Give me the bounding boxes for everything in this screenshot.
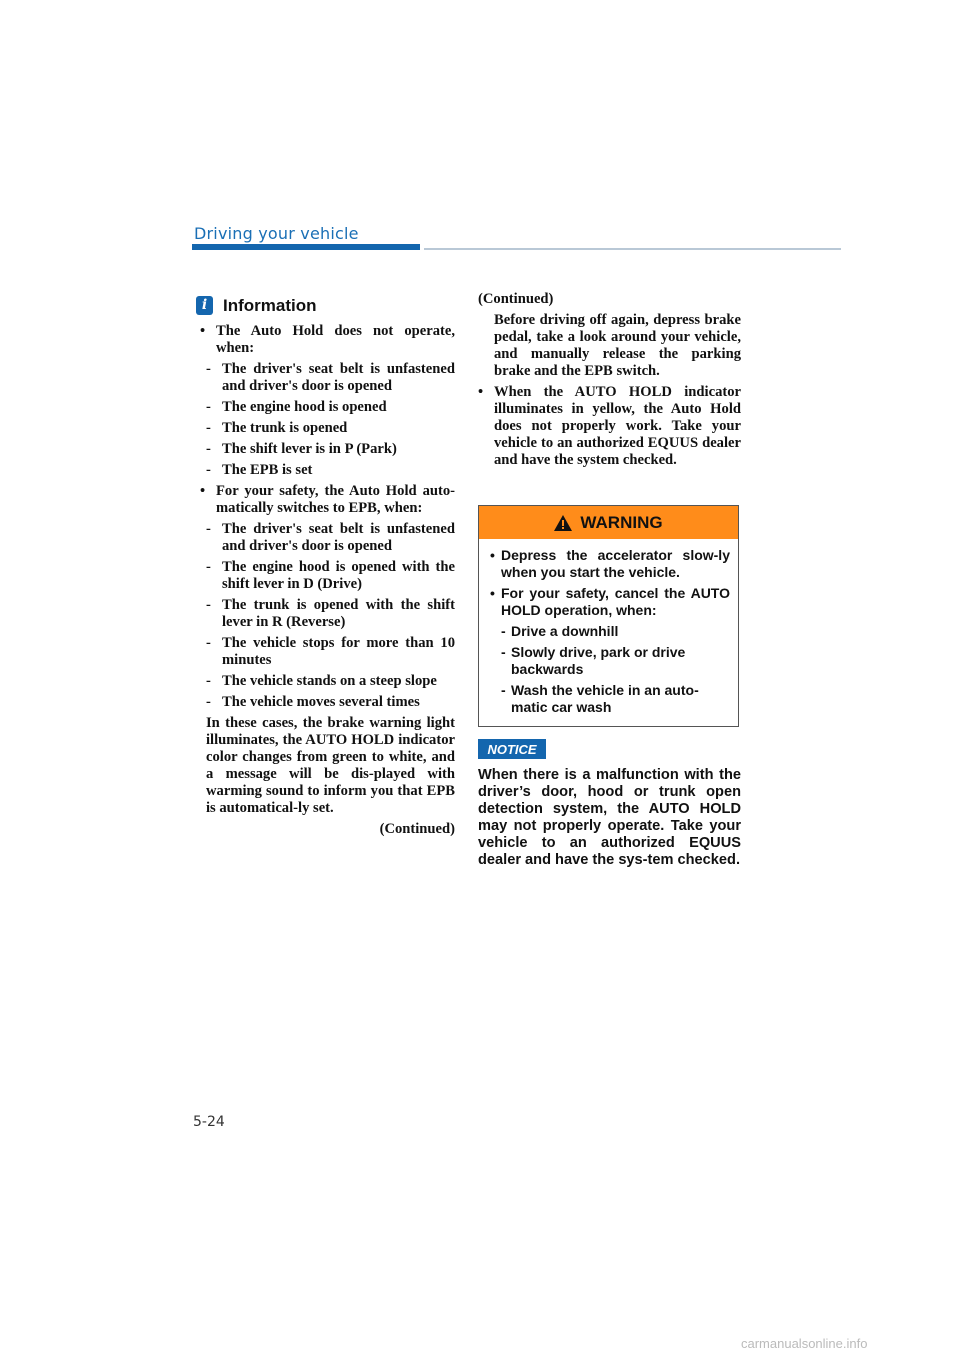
left-column [200, 296, 455, 838]
info-sub-item: - The vehicle stands on a steep slope [206, 673, 437, 689]
page-number: 5-24 [193, 1114, 225, 1130]
warning-bullet: • Depress the accelerator slow-ly when you start the vehicle. [487, 547, 730, 581]
section-bar [192, 244, 420, 250]
info-paragraph: In these cases, the brake warning light illuminates, the AUTO HOLD indicator color changes from green to white, and a message will be dis-played with warming sound to inform you that EPB is automatical-ly set. [206, 715, 455, 816]
continued-heading: (Continued) [478, 291, 554, 307]
info-bullet-3: • When the AUTO HOLD indicator illuminates in yellow, the Auto Hold does not properly work. Take your vehicle to an authorized EQUUS dealer and have the system checked. [478, 384, 741, 469]
warning-sub-item: - Slowly drive, park or drive backwards [501, 644, 686, 677]
info-sub-item: - The EPB is set [206, 462, 313, 478]
continued-label: (Continued) [379, 821, 455, 837]
warning-sub-item: - Wash the vehicle in an auto-matic car wash [501, 682, 699, 715]
section-title: Driving your vehicle [194, 224, 359, 243]
info-header [196, 296, 455, 315]
warning-box [478, 505, 739, 727]
notice-badge: NOTICE [478, 739, 546, 759]
info-sub-item: - The vehicle stops for more than 10 minutes [206, 635, 455, 668]
section-rule [424, 248, 841, 250]
warning-sub-item: - Drive a downhill [501, 623, 619, 639]
info-sub-item: - The driver's seat belt is unfastened and driver's door is opened [206, 361, 455, 394]
info-bullet-1: • The Auto Hold does not operate, when: [200, 323, 455, 357]
right-column [478, 291, 741, 473]
warning-body [479, 539, 738, 716]
warning-bullet: • For your safety, cancel the AUTO HOLD operation, when: [487, 585, 730, 619]
info-sub-item: - The shift lever is in P (Park) [206, 441, 397, 457]
info-sub-item: - The trunk is opened with the shift lever in R (Reverse) [206, 597, 455, 630]
info-bullet-2: • For your safety, the Auto Hold auto-matically switches to EPB, when: [200, 483, 455, 517]
continued-paragraph: Before driving off again, depress brake pedal, take a look around your vehicle, and manually release the parking brake and the EPB switch. [494, 312, 741, 379]
info-sub-item: - The driver's seat belt is unfastened and driver's door is opened [206, 521, 455, 554]
warning-title: WARNING [580, 512, 663, 532]
watermark: carmanualsonline.info [741, 1336, 868, 1351]
info-title: Information [223, 296, 317, 315]
notice-text: When there is a malfunction with the driver’s door, hood or trunk open detection system, the AUTO HOLD may not properly operate. Take your vehicle to an authorized EQUUS dealer and have the sys-tem checked. [478, 767, 741, 868]
warning-header [479, 506, 738, 539]
info-sub-item: - The trunk is opened [206, 420, 348, 436]
info-sub-item: - The vehicle moves several times [206, 694, 420, 710]
info-icon: i [196, 296, 213, 315]
warning-triangle-icon [554, 515, 572, 531]
info-sub-item: - The engine hood is opened [206, 399, 387, 415]
info-sub-item: - The engine hood is opened with the shift lever in D (Drive) [206, 559, 455, 592]
